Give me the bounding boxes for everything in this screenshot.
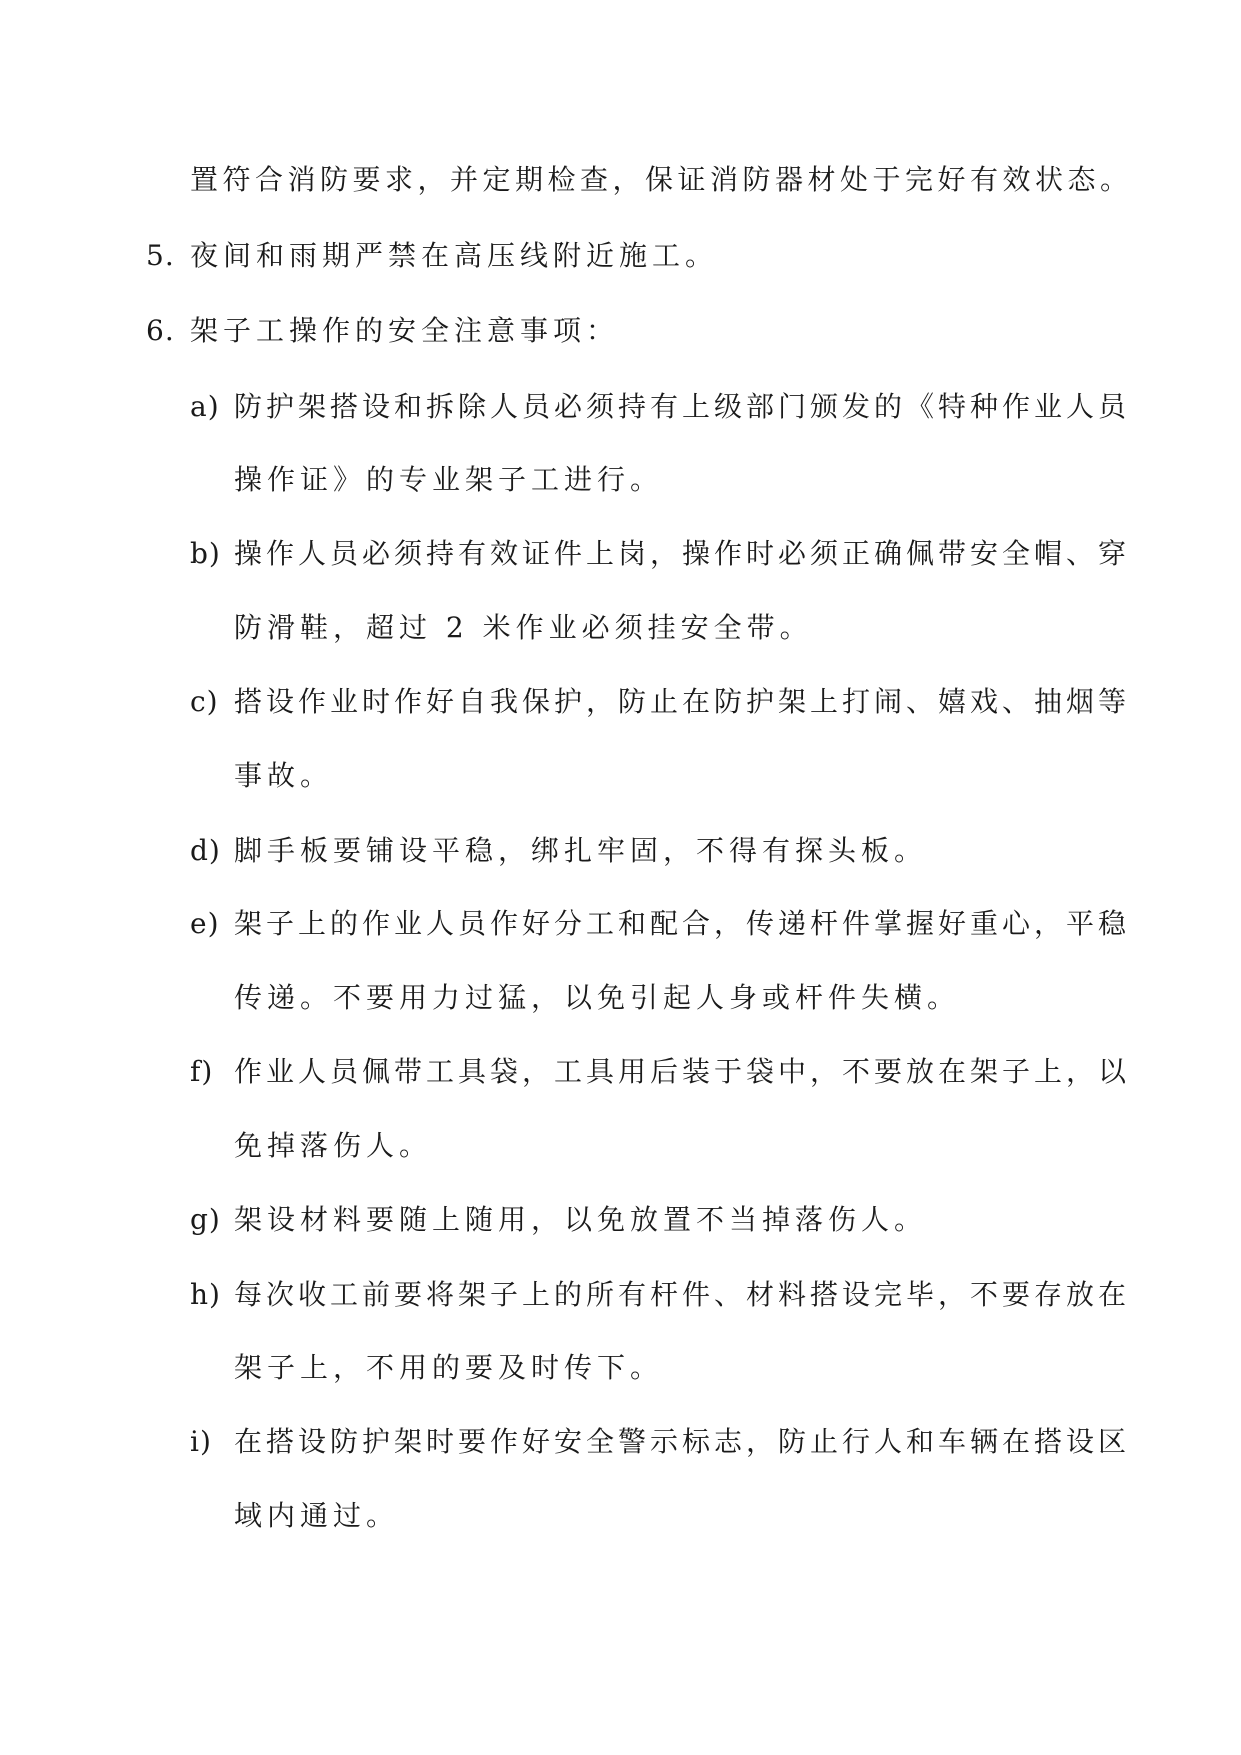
subitem-line: 操作证》的专业架子工进行。 xyxy=(234,463,664,496)
subitem-label: e) xyxy=(190,907,220,940)
continuation-line: 置符合消防要求，并定期检查，保证消防器材处于完好有效状态。 xyxy=(190,163,1133,196)
subitem-line: 防滑鞋，超过 2 米作业必须挂安全带。 xyxy=(234,611,813,644)
item-number: 6. xyxy=(146,314,175,347)
subitem-label: b) xyxy=(190,537,221,570)
subitem-label: c) xyxy=(190,685,219,718)
subitem-line: 在搭设防护架时要作好安全警示标志，防止行人和车辆在搭设区 xyxy=(234,1425,1131,1458)
subitem-line: 事故。 xyxy=(234,759,334,792)
subitem-label: i) xyxy=(190,1425,212,1458)
subitem-line: 每次收工前要将架子上的所有杆件、材料搭设完毕，不要存放在 xyxy=(234,1278,1131,1311)
subitem-label: h) xyxy=(190,1278,221,1311)
subitem-line: 架子上的作业人员作好分工和配合，传递杆件掌握好重心，平稳 xyxy=(234,907,1131,940)
subitem-line: 架子上，不用的要及时传下。 xyxy=(234,1351,664,1384)
subitem-line: 免掉落伤人。 xyxy=(234,1129,433,1162)
subitem-label: a) xyxy=(190,390,220,423)
item-number: 5. xyxy=(146,239,175,272)
subitem-line: 传递。不要用力过猛，以免引起人身或杆件失横。 xyxy=(234,981,961,1014)
subitem-line: 作业人员佩带工具袋，工具用后装于袋中，不要放在架子上，以 xyxy=(234,1055,1131,1088)
subitem-line: 搭设作业时作好自我保护，防止在防护架上打闹、嬉戏、抽烟等 xyxy=(234,685,1131,718)
subitem-label: g) xyxy=(190,1203,221,1236)
subitem-label: f) xyxy=(190,1055,214,1088)
subitem-line: 脚手板要铺设平稳，绑扎牢固，不得有探头板。 xyxy=(234,834,928,867)
item-text: 架子工操作的安全注意事项： xyxy=(190,314,620,347)
subitem-label: d) xyxy=(190,834,221,867)
subitem-line: 防护架搭设和拆除人员必须持有上级部门颁发的《特种作业人员 xyxy=(234,390,1131,423)
item-text: 夜间和雨期严禁在高压线附近施工。 xyxy=(190,239,719,272)
subitem-line: 架设材料要随上随用，以免放置不当掉落伤人。 xyxy=(234,1203,928,1236)
subitem-line: 域内通过。 xyxy=(234,1499,400,1532)
subitem-line: 操作人员必须持有效证件上岗，操作时必须正确佩带安全帽、穿 xyxy=(234,537,1131,570)
